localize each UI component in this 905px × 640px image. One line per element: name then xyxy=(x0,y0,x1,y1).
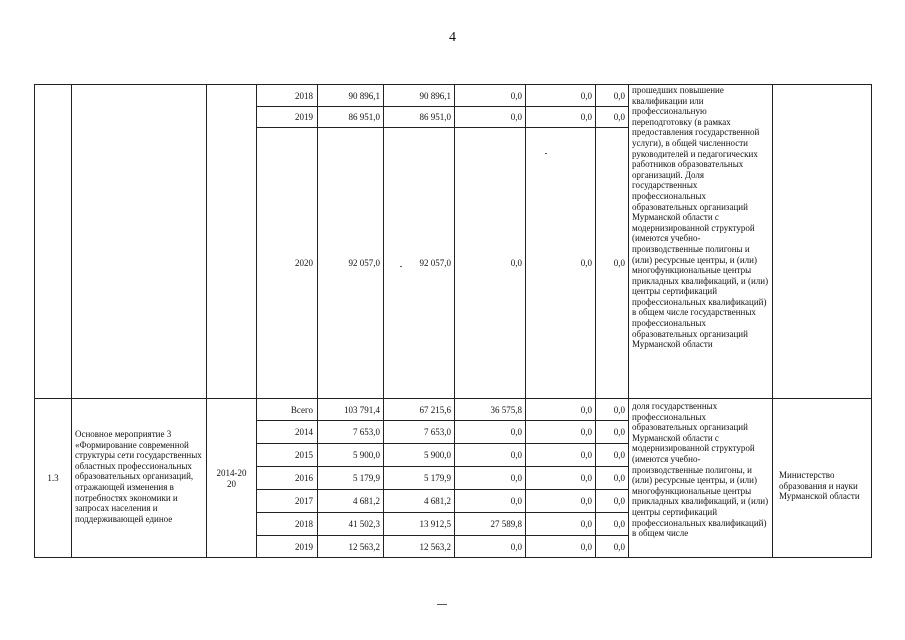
regional-budget-cell: 12 563,2 xyxy=(383,535,454,558)
extrabudget-cell: 0,0 xyxy=(595,84,628,106)
measure-name: Основное мероприятие 3 «Формирование современной структуры сети государственных областных профессиональных образовательных организаций, отражающей изменения в потребностях экономики и запросах населения и поддерживающей единое xyxy=(75,429,202,524)
scan-speck xyxy=(437,604,447,605)
number-cell xyxy=(34,84,71,398)
local-budget-cell: 0,0 xyxy=(525,512,595,535)
year-cell: 2018 xyxy=(256,512,317,535)
year-cell: 2019 xyxy=(256,535,317,558)
local-budget-cell: 0,0 xyxy=(525,443,595,466)
federal-budget-cell: 27 589,8 xyxy=(454,512,525,535)
measure-name-cell xyxy=(71,84,206,398)
regional-budget-cell: 86 951,0 xyxy=(383,106,454,127)
regional-budget-cell: 67 215,6 xyxy=(383,398,454,420)
extrabudget-cell: 0,0 xyxy=(595,489,628,512)
federal-budget-cell: 0,0 xyxy=(454,535,525,558)
year-cell: 2020 xyxy=(256,127,317,398)
local-budget-cell: 0,0 xyxy=(525,466,595,489)
executor-cell xyxy=(772,84,872,398)
regional-budget-cell: 4 681,2 xyxy=(383,489,454,512)
executor-cell xyxy=(772,398,872,558)
extrabudget-cell: 0,0 xyxy=(595,106,628,127)
total-funding-cell: 90 896,1 xyxy=(317,84,383,106)
local-budget-cell: 0,0 xyxy=(525,535,595,558)
regional-budget-cell: 5 900,0 xyxy=(383,443,454,466)
total-funding-cell: 4 681,2 xyxy=(317,489,383,512)
measure-name-cell xyxy=(71,398,206,558)
total-funding-cell: 103 791,4 xyxy=(317,398,383,420)
local-budget-cell: 0,0 xyxy=(525,106,595,127)
extrabudget-cell: 0,0 xyxy=(595,398,628,420)
year-cell: 2019 xyxy=(256,106,317,127)
total-funding-cell: 92 057,0 xyxy=(317,127,383,398)
federal-budget-cell: 0,0 xyxy=(454,84,525,106)
measure-number-cell xyxy=(34,398,71,558)
local-budget-cell: 0,0 xyxy=(525,398,595,420)
period-cell xyxy=(206,398,256,558)
local-budget-cell: 0,0 xyxy=(525,489,595,512)
extrabudget-cell: 0,0 xyxy=(595,466,628,489)
total-funding-cell: 86 951,0 xyxy=(317,106,383,127)
year-cell: Всего xyxy=(256,398,317,420)
federal-budget-cell: 0,0 xyxy=(454,466,525,489)
period-cell xyxy=(206,84,256,398)
page-number: 4 xyxy=(449,30,456,45)
regional-budget-cell: 92 057,0 xyxy=(383,127,454,398)
indicator-cell: доля государственных профессиональных образовательных организаций Мурманской области с модернизированной структурой (имеются учебно-производственные полигоны, и (или) ресурсные центры, и (или) многофункциональные центры прикладных квалификаций, и (или) центры сертификаций профессиональных квалификаций) в общем числе xyxy=(628,398,772,558)
local-budget-cell: 0,0 xyxy=(525,84,595,106)
total-funding-cell: 12 563,2 xyxy=(317,535,383,558)
year-cell: 2018 xyxy=(256,84,317,106)
federal-budget-cell: 0,0 xyxy=(454,489,525,512)
extrabudget-cell: 0,0 xyxy=(595,535,628,558)
extrabudget-cell: 0,0 xyxy=(595,127,628,398)
executor-text: Министерство образования и науки Мурманской области xyxy=(779,470,860,502)
indicator-cell: прошедших повышение квалификации или профессиональную переподготовку (в рамках предоставления государственной услуги), в общей численности руководителей и педагогических работников образовательных организаций. Доля государственных профессиональных образовательных организаций Мурманской области с модернизированной структурой (имеются учебно-производственные полигоны и (или) ресурсные центры, и (или) многофункциональные центры прикладных квалификаций, и (или) центры сертификаций профессиональных квалификаций) в общем числе государственных профессиональных образовательных организаций Мурманской области xyxy=(628,84,772,398)
scan-speck xyxy=(400,266,402,267)
year-cell: 2016 xyxy=(256,466,317,489)
regional-budget-cell: 7 653,0 xyxy=(383,420,454,443)
local-budget-cell: 0,0 xyxy=(525,420,595,443)
total-funding-cell: 7 653,0 xyxy=(317,420,383,443)
year-cell: 2014 xyxy=(256,420,317,443)
federal-budget-cell: 0,0 xyxy=(454,106,525,127)
local-budget-cell: 0,0 xyxy=(525,127,595,398)
total-funding-cell: 5 900,0 xyxy=(317,443,383,466)
extrabudget-cell: 0,0 xyxy=(595,420,628,443)
federal-budget-cell: 0,0 xyxy=(454,127,525,398)
period-text: 2014-2020 xyxy=(216,467,247,489)
scan-speck xyxy=(545,153,547,154)
total-funding-cell: 41 502,3 xyxy=(317,512,383,535)
federal-budget-cell: 0,0 xyxy=(454,443,525,466)
regional-budget-cell: 90 896,1 xyxy=(383,84,454,106)
federal-budget-cell: 36 575,8 xyxy=(454,398,525,420)
measure-number: 1.3 xyxy=(47,473,59,484)
regional-budget-cell: 5 179,9 xyxy=(383,466,454,489)
year-cell: 2015 xyxy=(256,443,317,466)
total-funding-cell: 5 179,9 xyxy=(317,466,383,489)
federal-budget-cell: 0,0 xyxy=(454,420,525,443)
program-table xyxy=(34,84,872,558)
extrabudget-cell: 0,0 xyxy=(595,443,628,466)
regional-budget-cell: 13 912,5 xyxy=(383,512,454,535)
extrabudget-cell: 0,0 xyxy=(595,512,628,535)
year-cell: 2017 xyxy=(256,489,317,512)
